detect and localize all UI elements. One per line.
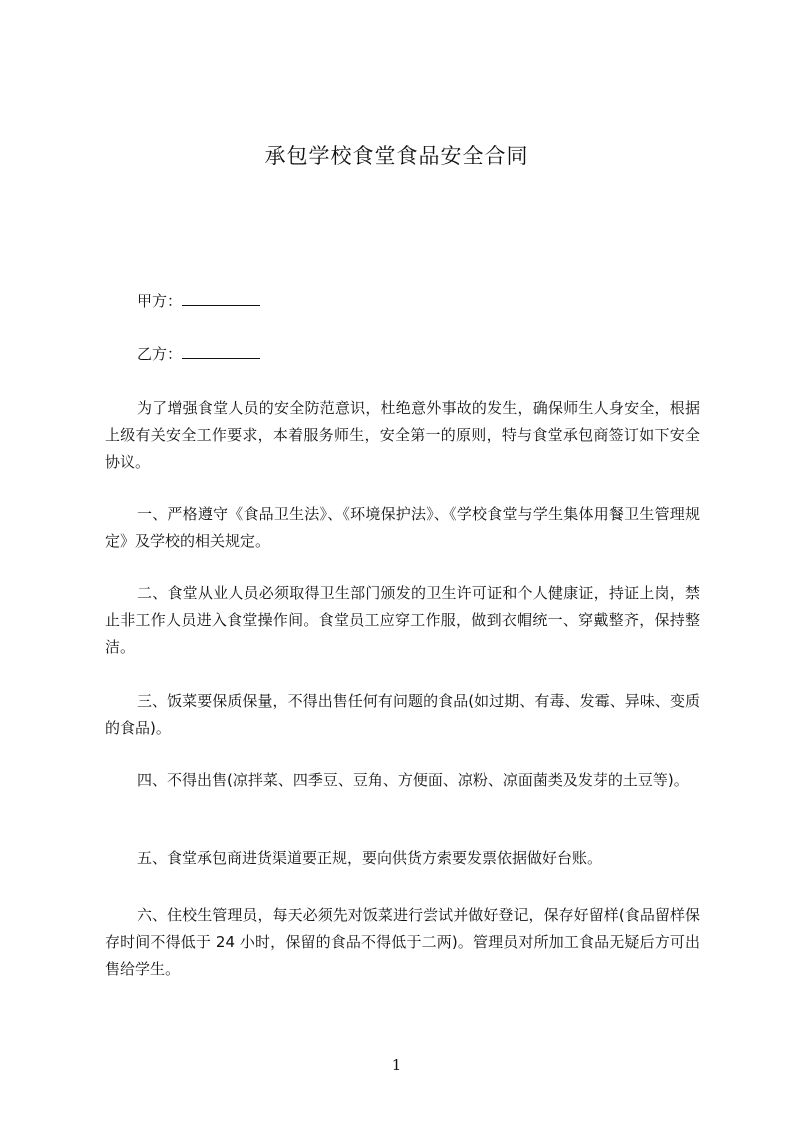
- clause-2: 二、食堂从业人员必须取得卫生部门颁发的卫生许可证和个人健康证，持证上岗，禁止非工作人员进入食堂操作间。食堂员工应穿工作服，做到衣帽统一、穿戴整齐，保持整洁。: [105, 584, 700, 656]
- party-b-field: [137, 343, 260, 365]
- intro-paragraph: 为了增强食堂人员的安全防范意识，杜绝意外事故的发生，确保师生人身安全，根据上级有关安全工作要求，本着服务师生，安全第一的原则，特与食堂承包商签订如下安全协议。: [105, 399, 700, 471]
- clause-5: 五、食堂承包商进货渠道要正规，要向供货方索要发票依据做好台账。: [137, 849, 603, 867]
- party-a-blank-line: [182, 291, 260, 306]
- party-a-label: 甲方：: [137, 292, 183, 310]
- party-b-blank-line: [182, 344, 260, 359]
- clause-3: 三、饭菜要保质保量，不得出售任何有问题的食品(如过期、有毒、发霉、异味、变质的食品)。: [105, 692, 700, 737]
- clause-6: 六、住校生管理员，每天必须先对饭菜进行尝试并做好登记，保存好留样(食品留样保存时间不得低于 24 小时，保留的食品不得低于二两)。管理员对所加工食品无疑后方可出售给学生。: [105, 906, 700, 978]
- clause-1: 一、严格遵守《食品卫生法》、《环境保护法》、《学校食堂与学生集体用餐卫生管理规定》及学校的相关规定。: [105, 505, 700, 550]
- party-a-field: [137, 290, 260, 312]
- party-b-label: 乙方：: [137, 345, 183, 363]
- page-number: 1: [391, 1056, 402, 1074]
- document-title: 承包学校食堂食品安全合同: [264, 144, 529, 168]
- clause-4: 四、不得出售(凉拌菜、四季豆、豆角、方便面、凉粉、凉面菌类及发芽的土豆等)。: [137, 771, 689, 789]
